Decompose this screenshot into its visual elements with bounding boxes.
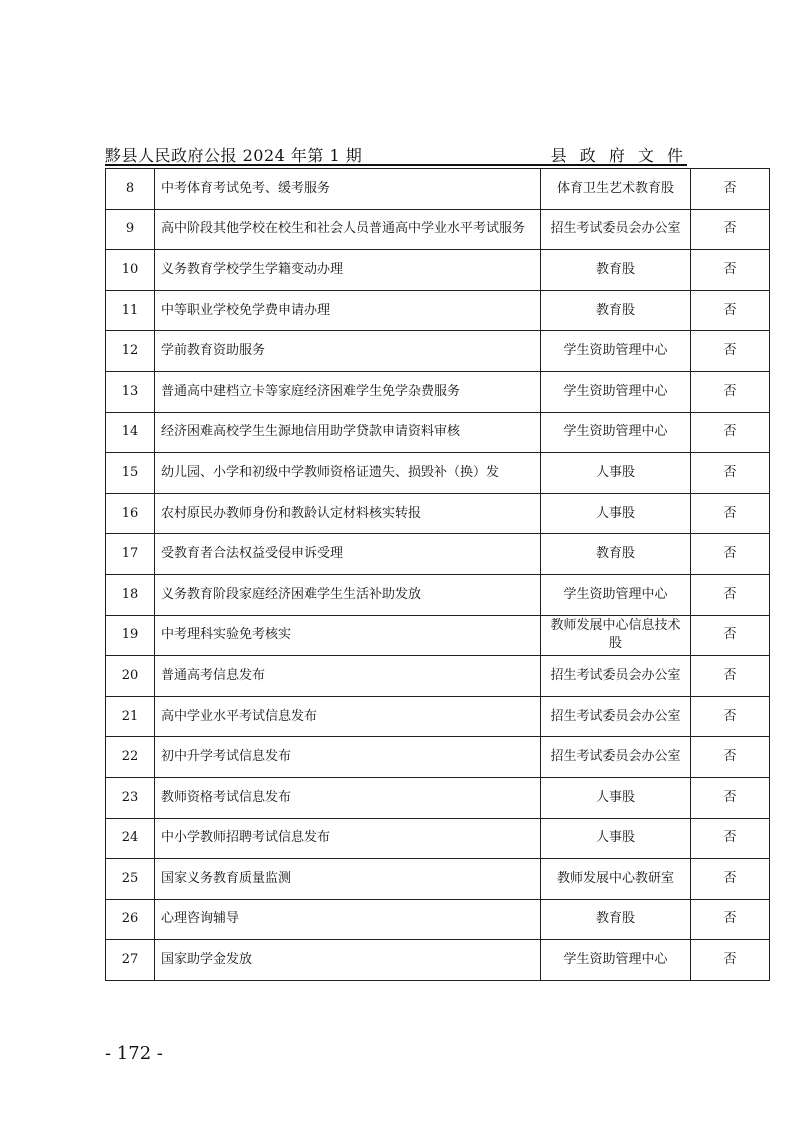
- department: 体育卫生艺术教育股: [541, 169, 691, 210]
- department: 教育股: [541, 534, 691, 575]
- department: 教育股: [541, 250, 691, 291]
- service-name: 心理咨询辅导: [155, 899, 541, 940]
- row-number: 13: [106, 371, 155, 412]
- page-header: [105, 140, 687, 166]
- table-row: [106, 899, 770, 940]
- flag-value: 否: [691, 371, 770, 412]
- section-title: 县 政 府 文 件: [550, 146, 687, 165]
- row-number: 21: [106, 696, 155, 737]
- department: 招生考试委员会办公室: [541, 737, 691, 778]
- service-name: 义务教育阶段家庭经济困难学生生活补助发放: [155, 574, 541, 615]
- flag-value: 否: [691, 290, 770, 331]
- flag-value: 否: [691, 493, 770, 534]
- service-name: 中小学教师招聘考试信息发布: [155, 818, 541, 859]
- department: 学生资助管理中心: [541, 371, 691, 412]
- flag-value: 否: [691, 859, 770, 900]
- department: 教师发展中心信息技术股: [541, 615, 691, 656]
- table-row: [106, 209, 770, 250]
- table-row: [106, 493, 770, 534]
- department: 人事股: [541, 777, 691, 818]
- table-row: [106, 859, 770, 900]
- department: 学生资助管理中心: [541, 940, 691, 981]
- table-row: [106, 412, 770, 453]
- flag-value: 否: [691, 899, 770, 940]
- table-row: [106, 290, 770, 331]
- row-number: 26: [106, 899, 155, 940]
- department: 人事股: [541, 818, 691, 859]
- service-name: 普通高中建档立卡等家庭经济困难学生免学杂费服务: [155, 371, 541, 412]
- service-name: 中考理科实验免考核实: [155, 615, 541, 656]
- department: 学生资助管理中心: [541, 574, 691, 615]
- bulletin-title: 黟县人民政府公报 2024 年第 1 期: [105, 146, 363, 165]
- row-number: 19: [106, 615, 155, 656]
- service-name: 初中升学考试信息发布: [155, 737, 541, 778]
- department: 招生考试委员会办公室: [541, 209, 691, 250]
- table-row: [106, 818, 770, 859]
- row-number: 25: [106, 859, 155, 900]
- flag-value: 否: [691, 331, 770, 372]
- service-name: 中考体育考试免考、缓考服务: [155, 169, 541, 210]
- service-name: 高中学业水平考试信息发布: [155, 696, 541, 737]
- flag-value: 否: [691, 777, 770, 818]
- flag-value: 否: [691, 615, 770, 656]
- department: 招生考试委员会办公室: [541, 656, 691, 697]
- table-row: [106, 250, 770, 291]
- row-number: 20: [106, 656, 155, 697]
- flag-value: 否: [691, 534, 770, 575]
- flag-value: 否: [691, 818, 770, 859]
- department: 招生考试委员会办公室: [541, 696, 691, 737]
- table-row: [106, 453, 770, 494]
- service-table-body: [106, 169, 770, 981]
- row-number: 17: [106, 534, 155, 575]
- row-number: 15: [106, 453, 155, 494]
- table-row: [106, 371, 770, 412]
- row-number: 14: [106, 412, 155, 453]
- department: 学生资助管理中心: [541, 331, 691, 372]
- flag-value: 否: [691, 574, 770, 615]
- service-table: [105, 168, 770, 981]
- flag-value: 否: [691, 940, 770, 981]
- service-name: 中等职业学校免学费申请办理: [155, 290, 541, 331]
- flag-value: 否: [691, 209, 770, 250]
- service-name: 高中阶段其他学校在校生和社会人员普通高中学业水平考试服务: [155, 209, 541, 250]
- row-number: 12: [106, 331, 155, 372]
- department: 教育股: [541, 899, 691, 940]
- row-number: 11: [106, 290, 155, 331]
- row-number: 8: [106, 169, 155, 210]
- row-number: 23: [106, 777, 155, 818]
- table-row: [106, 737, 770, 778]
- flag-value: 否: [691, 453, 770, 494]
- flag-value: 否: [691, 250, 770, 291]
- table-row: [106, 169, 770, 210]
- table-row: [106, 656, 770, 697]
- service-name: 义务教育学校学生学籍变动办理: [155, 250, 541, 291]
- row-number: 24: [106, 818, 155, 859]
- department: 学生资助管理中心: [541, 412, 691, 453]
- table-row: [106, 331, 770, 372]
- service-name: 受教育者合法权益受侵申诉受理: [155, 534, 541, 575]
- service-name: 教师资格考试信息发布: [155, 777, 541, 818]
- row-number: 16: [106, 493, 155, 534]
- department: 教师发展中心教研室: [541, 859, 691, 900]
- service-name: 幼儿园、小学和初级中学教师资格证遗失、损毁补（换）发: [155, 453, 541, 494]
- table-row: [106, 777, 770, 818]
- table-row: [106, 940, 770, 981]
- row-number: 10: [106, 250, 155, 291]
- flag-value: 否: [691, 696, 770, 737]
- department: 人事股: [541, 493, 691, 534]
- service-name: 普通高考信息发布: [155, 656, 541, 697]
- flag-value: 否: [691, 737, 770, 778]
- flag-value: 否: [691, 169, 770, 210]
- service-name: 农村原民办教师身份和教龄认定材料核实转报: [155, 493, 541, 534]
- table-row: [106, 696, 770, 737]
- table-row: [106, 534, 770, 575]
- flag-value: 否: [691, 412, 770, 453]
- department: 人事股: [541, 453, 691, 494]
- service-name: 经济困难高校学生生源地信用助学贷款申请资料审核: [155, 412, 541, 453]
- service-name: 国家助学金发放: [155, 940, 541, 981]
- row-number: 18: [106, 574, 155, 615]
- row-number: 9: [106, 209, 155, 250]
- service-name: 国家义务教育质量监测: [155, 859, 541, 900]
- table-row: [106, 615, 770, 656]
- flag-value: 否: [691, 656, 770, 697]
- service-name: 学前教育资助服务: [155, 331, 541, 372]
- department: 教育股: [541, 290, 691, 331]
- page-number: - 172 -: [105, 1043, 163, 1064]
- header-rule-thick: [105, 164, 687, 166]
- row-number: 22: [106, 737, 155, 778]
- table-row: [106, 574, 770, 615]
- row-number: 27: [106, 940, 155, 981]
